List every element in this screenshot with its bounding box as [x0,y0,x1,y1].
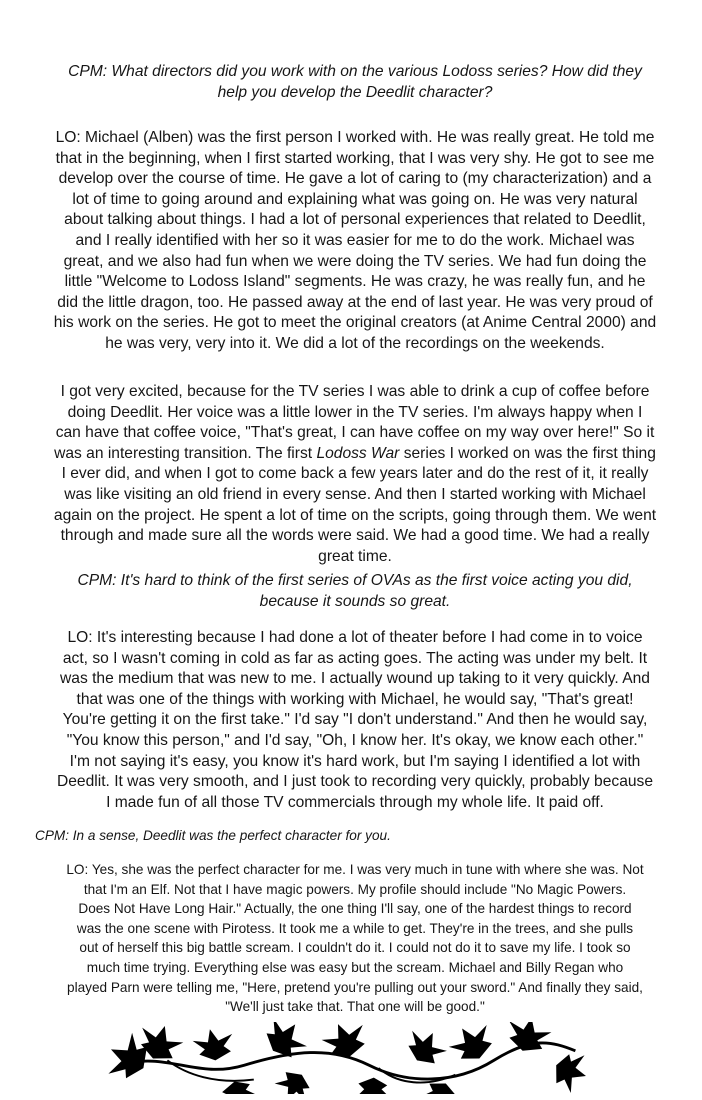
ivy-vine-ornament [100,1022,590,1094]
question-perfect-character [35,826,685,846]
text-line: Does Not Have Long Hair." Actually, the one thing I'll say, one of the hardest things to record [78,901,632,917]
text-line: You're getting it on the first take." I'd say "I don't understand." And then he would say, [62,711,648,729]
text-line: LO: Michael (Alben) was the first person I worked with. He was really great. He told me [55,129,655,146]
answer-pirotess-scene [30,860,680,1017]
text-line: I'm not saying it's easy, you know it's hard work, but I'm saying I identified a lot with [69,752,641,770]
text-line: great, and we also had fun when we were doing the TV series. We had fun doing the [63,252,647,270]
text-line: through and made sure all the words were said. We had a good time. We had a really [60,527,650,545]
text-line: Deedlit. It was very smooth, and I just took to recording very quickly, probably because [56,773,654,791]
text-line [30,444,680,465]
text-line: "You know this person," and I'd say, "Oh, I know her. It's okay, we know each other." [66,731,644,749]
text-line: can have that coffee voice, "That's great, I can have coffee on my way over here!" So it [55,424,655,442]
text-line: help you develop the Deedlit character? [217,83,493,101]
answer-coffee-voice [30,382,680,567]
text-line: little "Welcome to Lodoss Island" segments. He was crazy, he was really fun, and he [64,273,646,291]
answer-theater [30,628,680,813]
series-title: Lodoss War [316,444,400,462]
question-directors [30,62,680,103]
text-line: act, so I wasn't coming in cold as far as acting goes. The acting was under my belt. It [62,649,648,667]
text-line: develop over the course of time. He gave a lot of caring to (my characterization) and a [58,170,652,188]
text-line: because it sounds so great. [259,592,451,610]
text-line: I made fun of all those TV commercials through my whole life. It paid off. [106,793,604,811]
text-line: lot of time to going around and explaining what was going on. He was very natural [72,190,638,208]
text-line: that I'm an Elf. Not that I have magic powers. My profile should include "No Magic Powers. [83,881,627,897]
text-segment: series I worked on was the first thing [399,444,656,462]
text-line: did the little dragon, too. He passed away at the end of last year. He was very proud of [57,293,653,311]
text-line: "We'll just take that. That one will be good." [225,999,485,1015]
text-line: that in the beginning, when I first started working, that I was very shy. He got to see me [55,149,655,167]
answer-michael-alben [30,128,680,355]
text-line: that was one of the things with working with Michael, he would say, "That's great! [76,690,634,708]
text-line: doing Deedlit. Her voice was a little lower in the TV series. I'm always happy when I [67,403,643,421]
text-line: played Parn were telling me, "Here, pretend you're pulling out your sword." And finally they said, [67,979,643,995]
text-line: CPM: What directors did you work with on the various Lodoss series? How did they [68,63,642,80]
text-line: I got very excited, because for the TV series I was able to drink a cup of coffee before [60,383,650,400]
text-line: about talking about things. I had a lot of personal experiences that related to Deedlit, [64,211,646,229]
text-line: I ever did, and when I got to come back a few years later and do the rest of it, it really [61,465,649,483]
text-line: out of herself this big battle scream. I couldn't do it. I could not do it to save my life. I took so [79,940,631,956]
text-line: LO: Yes, she was the perfect character for me. I was very much in tune with where she was. Not [66,862,644,877]
text-line: was like visiting an old friend in every sense. And then I started working with Michael [64,485,646,503]
text-line: CPM: It's hard to think of the first series of OVAs as the first voice acting you did, [77,572,633,589]
text-line: his work on the series. He got to meet the original creators (at Anime Central 2000) and [53,314,657,332]
text-line: and I really identified with her so it was easier for me to do the work. Michael was [75,231,635,249]
text-line: LO: It's interesting because I had done a lot of theater before I had come in to voice [67,629,643,646]
text-line: again on the project. He spent a lot of time on the scripts, going through them. We went [53,506,657,524]
text-segment: was an interesting transition. The first [54,444,317,462]
text-line: was the one scene with Pirotess. It took me a while to get. They're in the trees, and she pulls [76,920,634,936]
text-line: he was very, very into it. We did a lot of the recordings on the weekends. [105,334,605,352]
question-ovas [30,571,680,612]
text-line: CPM: In a sense, Deedlit was the perfect character for you. [35,828,391,843]
text-line: much time trying. Everything else was easy but the scream. Michael and Billy Regan who [86,959,624,975]
text-line: great time. [318,547,392,565]
text-line: was the medium that was new to me. I actually wound up taking to it very quickly. And [60,670,650,688]
